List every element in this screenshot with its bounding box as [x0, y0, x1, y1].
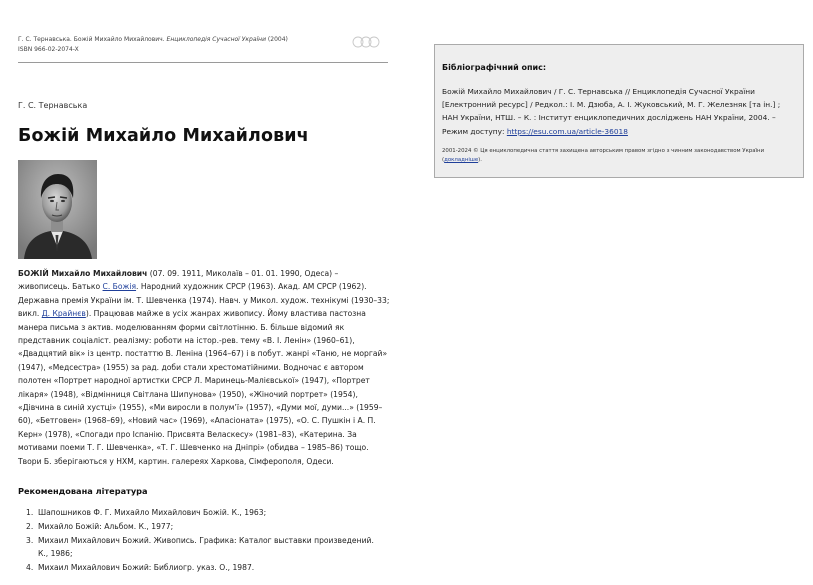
header-citation-year: (2004)	[267, 36, 288, 43]
literature-item	[26, 521, 386, 534]
bibliography-heading: Бібліографічний опис:	[442, 63, 547, 72]
bibliography-text	[442, 85, 796, 138]
literature-item-text: Михаил Михайлович Божий: Библиогр. указ. О., 1987.	[38, 562, 255, 572]
article-body	[18, 267, 390, 468]
bibliography-url-link[interactable]: https://esu.com.ua/article-36018	[506, 126, 628, 136]
literature-item-text: Михайло Божій: Альбом. К., 1977;	[38, 522, 174, 531]
literature-item-text: Михаил Михайлович Божий. Живопись. Графика: Каталог выставки произведений. К., 1986;	[38, 536, 374, 558]
page-title: Божій Михайло Михайлович	[18, 126, 309, 146]
literature-item	[26, 507, 386, 520]
literature-item-number: 4.	[26, 562, 34, 572]
portrait-photo	[18, 160, 97, 259]
article-text-2: . Народний художник СРСР (1963). Акад. АМ СРСР (1962). Державна премія України ім. Т. Шевченка (1974). Навч. у Микол. худож. технікумі (1930–33; викл.	[18, 282, 390, 319]
literature-item	[26, 535, 386, 560]
literature-item	[26, 562, 386, 575]
article-lead-name: БОЖІЙ Михайло Михайлович	[18, 269, 148, 278]
copyright-details-link[interactable]: докладніше	[444, 156, 479, 163]
header-citation-source: Енциклопедія Сучасної України	[166, 36, 266, 43]
article-text-3: ). Працював майже в усіх жанрах живопису. Йому властива пастозна манера письма з актив. моделюванням форми світлотінню. Б. більше відомий як представник соціаліст. реалізму: роботи на істор.-рев. тему «В. І. Ленін» (1960–61), «Двадцятий вік» із центр. постаттю В. Леніна (1964–67) і в побут. жанрі «Таню, не моргай» (1947), «Медсестра» (1955) за рад. доби стали хрестоматійними. Водночас є автором полотен «Портрет народної артистки СРСР Л. Маринець-Малієвської» (1947), «Портрет лікаря» (1948), «Відмінниця Світлана Шипунова» (1950), «Жіночий портрет» (1954), «Дівчина в синій хустці» (1955), «Ми виросли в полум’ї» (1957), «Думи мої, думи...» (1959–60), «Бетговен» (1968–69), «Новий час» (1969), «Апасіоната» (1975), «О. С. Пушкін і А. П. Керн» (1978), «Спогади про Іспанію. Присвята Веласкесу» (1981–83), «Катерина. За мотивами поеми Т. Г. Шевченка», «Т. Г. Шевченко на Дніпрі» (обидва – 1985–86) тощо. Твори Б. зберігаються у НХМ, картин. галереях Харкова, Сімферополя, Одеси.	[18, 309, 388, 466]
bibliography-panel	[434, 44, 804, 178]
link-son[interactable]: С. Божія	[102, 282, 137, 292]
header-citation	[18, 35, 388, 45]
header-citation-prefix: Г. С. Тернавська. Божій Михайло Михайлович.	[18, 36, 165, 43]
literature-list	[26, 507, 386, 576]
esu-logo-icon	[352, 35, 380, 49]
header-isbn: ISBN 966-02-2074-X	[18, 46, 79, 53]
article-text-1: (07. 09. 1911, Миколаїв – 01. 01. 1990, Одеса) – живописець. Батько	[18, 269, 339, 292]
copyright-suffix: ).	[478, 156, 482, 163]
literature-item-text: Шапошников Ф. Г. Михайло Михайлович Божій. К., 1963;	[38, 508, 267, 517]
copyright-notice	[442, 147, 796, 165]
literature-item-number: 1.	[26, 508, 34, 517]
page-header	[18, 35, 388, 63]
literature-item-number: 3.	[26, 536, 34, 545]
copyright-prefix: 2001-2024 © Ця енциклопедична стаття захищена авторським правом згідно з чинним законодавством України (	[442, 147, 765, 163]
literature-heading: Рекомендована література	[18, 486, 148, 496]
bibliography-description: Божій Михайло Михайлович / Г. С. Тернавська // Енциклопедія Сучасної України [Електронний ресурс] / Редкол.: І. М. Дзюба, А. І. Жуковський, М. Г. Железняк [та ін.] ; НАН України, НТШ. – К. : Інститут енциклопедичних досліджень НАН України, 2004. – Режим доступу:	[442, 87, 781, 136]
article-author: Г. С. Тернавська	[18, 101, 88, 110]
link-teacher[interactable]: Д. Крайнєв	[41, 309, 86, 319]
literature-item-number: 2.	[26, 522, 34, 531]
